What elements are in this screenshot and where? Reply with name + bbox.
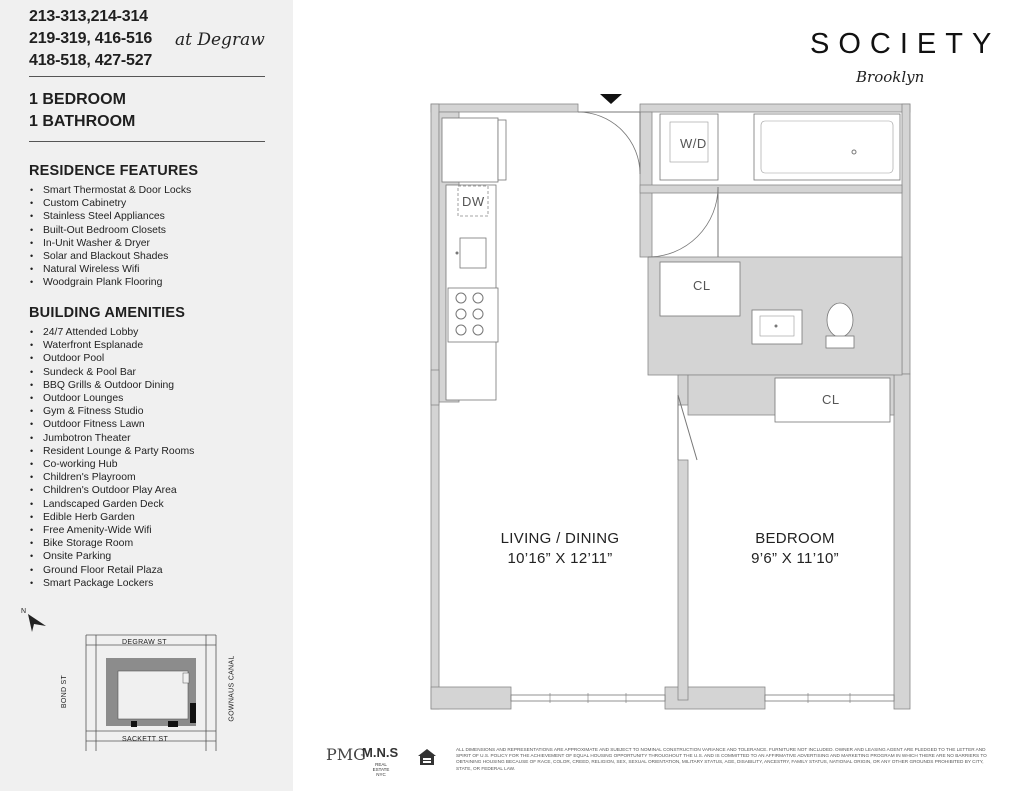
list-item: • Outdoor Pool (30, 352, 194, 365)
building-amenities-list (30, 326, 194, 590)
list-item: • Built-Out Bedroom Closets (30, 224, 191, 237)
brand-logo: SOCIETY (810, 28, 1001, 60)
list-item: • Smart Thermostat & Door Locks (30, 184, 191, 197)
list-item: • Gym & Fitness Studio (30, 405, 194, 418)
list-item: • Onsite Parking (30, 550, 194, 563)
building-amenities-title: BUILDING AMENITIES (29, 305, 186, 321)
list-item: • Free Amenity-Wide Wifi (30, 524, 194, 537)
list-item: • Bike Storage Room (30, 537, 194, 550)
list-item: • Ground Floor Retail Plaza (30, 564, 194, 577)
compass-label: N (21, 608, 27, 615)
list-item: • Landscaped Garden Deck (30, 498, 194, 511)
list-item: • In-Unit Washer & Dryer (30, 237, 191, 250)
street-degraw: DEGRAW ST (122, 639, 167, 646)
list-item: • Children's Outdoor Play Area (30, 484, 194, 497)
street-sackett: SACKETT ST (122, 736, 169, 743)
sidebar (0, 0, 293, 791)
unit-line-1: 213-313,214-314 (29, 8, 148, 25)
site-map-drawing (56, 633, 246, 753)
street-gowanus: GOWNAUS CANAL (228, 655, 236, 722)
washer-dryer-label: W/D (680, 136, 707, 151)
unit-numbers (29, 6, 179, 72)
location-script: at Degraw (175, 30, 265, 50)
list-item: • Children's Playroom (30, 471, 194, 484)
bedroom-count: 1 BEDROOM (29, 91, 126, 108)
unit-line-2: 219-319, 416-516 (29, 30, 153, 47)
floor-plan-drawing (420, 90, 920, 715)
list-item: • BBQ Grills & Outdoor Dining (30, 379, 194, 392)
list-item: • Sundeck & Pool Bar (30, 366, 194, 379)
list-item: • Stainless Steel Appliances (30, 210, 191, 223)
residence-features-title: RESIDENCE FEATURES (29, 163, 199, 179)
room-dimensions: 9’6” X 11’10” (751, 550, 839, 567)
pmg-logo: PMG (326, 745, 366, 764)
list-item: • Co-working Hub (30, 458, 194, 471)
dishwasher-label: DW (462, 194, 485, 209)
list-item: • Resident Lounge & Party Rooms (30, 445, 194, 458)
equal-housing-icon (416, 747, 438, 769)
closet-label: CL (822, 392, 840, 407)
floor-plan (420, 90, 920, 720)
mns-logo-subtitle: REAL ESTATE NYC (372, 762, 390, 777)
residence-features-list (30, 184, 191, 290)
room-name: BEDROOM (755, 530, 835, 547)
bathroom-count: 1 BATHROOM (29, 113, 136, 130)
unit-type (29, 89, 135, 133)
room-dimensions: 10’16” X 12’11” (507, 550, 613, 567)
list-item: • Edible Herb Garden (30, 511, 194, 524)
street-bond: BOND ST (61, 674, 69, 709)
list-item: • Custom Cabinetry (30, 197, 191, 210)
north-arrow-icon (20, 604, 50, 634)
room-name: LIVING / DINING (500, 530, 620, 547)
list-item: • 24/7 Attended Lobby (30, 326, 194, 339)
legal-disclaimer: ALL DIMENSIONS AND REPRESENTATIONS ARE APPROXIMATE AND SUBJECT TO NOMINAL CONSTRUCTION VARIANCE AND TOLERANCE. FURNITURE NOT INCLUDED. OWNER AND LEASING AGENT ARE PLEDGED TO THE LETTER AND SPIRIT OF U.S. POLICY FOR THE ACHIEVEMENT OF EQUAL HOUSING OPPORTUNITY THROUGHOUT THE U.S. AND IS COMMITTED TO AN AFFIRMATIVE ADVERTISING AND MARKETING PROGRAM IN WHICH THERE ARE NO BARRIERS TO OBTAINING HOUSING BECAUSE OF RACE, COLOR, CREED, RELIGION, SEX, SEXUAL ORIENTATION, MILITARY STATUS, AGE, DISABILITY, ANCESTRY, FAMILY STATUS, NATIONAL ORIGIN, OR ANY OTHER GROUNDS PROHIBITED BY CITY, STATE, OR FEDERAL LAW. (456, 747, 987, 771)
divider (29, 141, 265, 142)
closet-label: CL (693, 278, 711, 293)
living-dining-label (480, 529, 640, 569)
bedroom-label (730, 529, 860, 569)
list-item: • Natural Wireless Wifi (30, 263, 191, 276)
list-item: • Solar and Blackout Shades (30, 250, 191, 263)
brand-subtitle: Brooklyn (856, 68, 925, 86)
divider (29, 76, 265, 77)
mns-logo: M.N.S (362, 745, 399, 760)
list-item: • Waterfront Esplanade (30, 339, 194, 352)
list-item: • Smart Package Lockers (30, 577, 194, 590)
unit-line-3: 418-518, 427-527 (29, 52, 153, 69)
site-map (56, 633, 246, 753)
list-item: • Woodgrain Plank Flooring (30, 276, 191, 289)
list-item: • Outdoor Fitness Lawn (30, 418, 194, 431)
list-item: • Outdoor Lounges (30, 392, 194, 405)
list-item: • Jumbotron Theater (30, 432, 194, 445)
